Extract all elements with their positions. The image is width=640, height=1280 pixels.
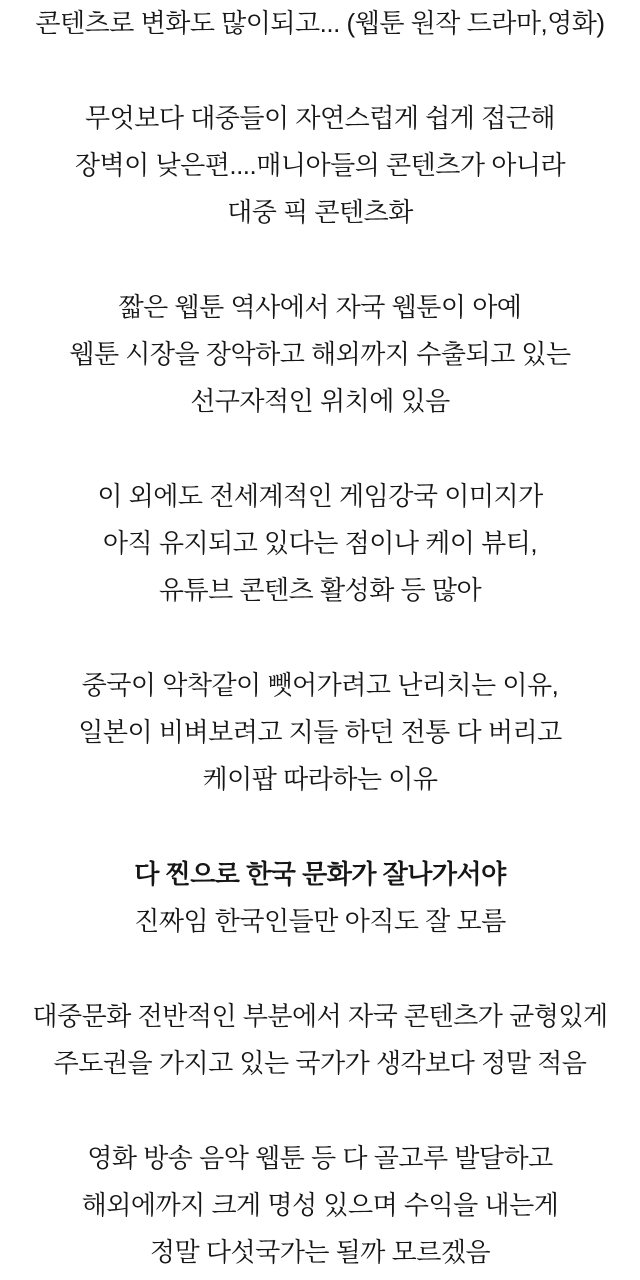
text-line: 주도권을 가지고 있는 국가가 생각보다 정말 적음	[53, 1048, 587, 1078]
paragraph	[18, 284, 622, 425]
paragraph	[18, 851, 622, 945]
text-line: 대중 픽 콘텐츠화	[227, 197, 413, 227]
text-line: 콘텐츠로 변화도 많이되고... (웹툰 원작 드라마,영화)	[35, 8, 605, 38]
paragraph	[18, 473, 622, 614]
text-line: 케이팝 따라하는 이유	[202, 764, 438, 794]
text-line: 영화 방송 음악 웹툰 등 다 골고루 발달하고	[87, 1143, 553, 1173]
text-line: 진짜임 한국인들만 아직도 잘 모름	[134, 906, 506, 936]
paragraph	[18, 1135, 622, 1276]
text-line: 해외에까지 크게 명성 있으며 수익을 내는게	[81, 1190, 559, 1220]
paragraph	[18, 993, 622, 1087]
text-line: 선구자적인 위치에 있음	[190, 386, 450, 416]
text-line: 웹툰 시장을 장악하고 해외까지 수출되고 있는	[69, 339, 571, 369]
text-line: 짧은 웹툰 역사에서 자국 웹툰이 아예	[118, 292, 522, 322]
text-line: 정말 다섯국가는 될까 모르겠음	[149, 1237, 491, 1267]
text-line: 일본이 비벼보려고 지들 하던 전통 다 버리고	[78, 717, 562, 747]
text-line: 대중문화 전반적인 부분에서 자국 콘텐츠가 균형있게	[32, 1001, 608, 1031]
paragraph	[18, 0, 622, 47]
text-line: 무엇보다 대중들이 자연스럽게 쉽게 접근해	[85, 103, 555, 133]
text-line: 아직 유지되고 있다는 점이나 케이 뷰티,	[102, 528, 538, 558]
text-line: 장벽이 낮은편....매니아들의 콘텐츠가 아니라	[74, 150, 566, 180]
text-line: 유튜브 콘텐츠 활성화 등 많아	[158, 575, 482, 605]
text-line: 이 외에도 전세계적인 게임강국 이미지가	[97, 481, 543, 511]
paragraph	[18, 662, 622, 803]
paragraph	[18, 95, 622, 236]
text-line: 중국이 악착같이 뺏어가려고 난리치는 이유,	[81, 670, 559, 700]
emphasis-line: 다 찐으로 한국 문화가 잘나가서야	[134, 859, 506, 889]
